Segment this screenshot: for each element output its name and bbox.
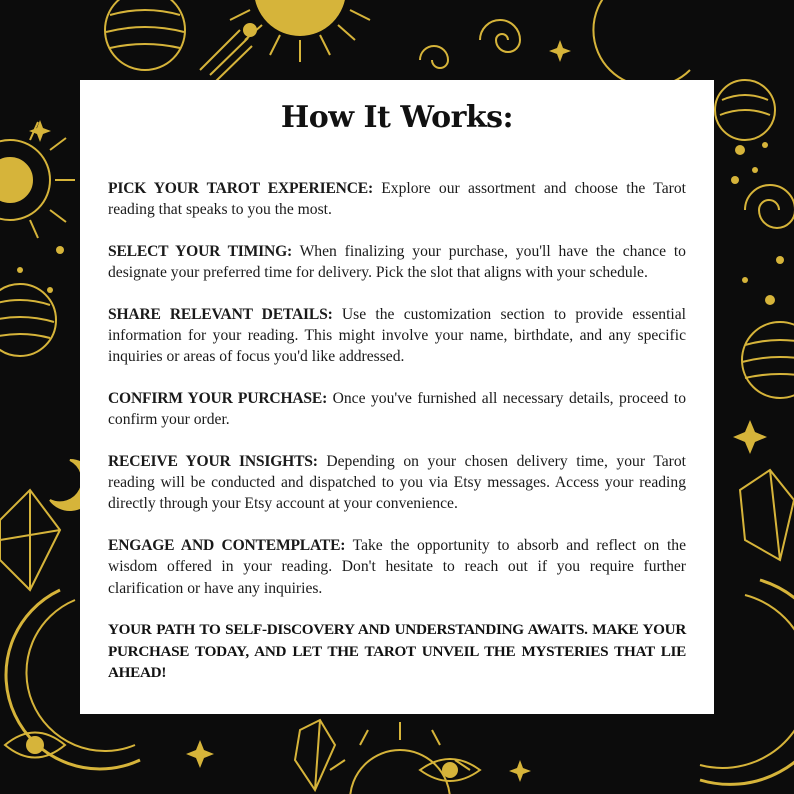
step-heading: RECEIVE YOUR INSIGHTS:: [108, 452, 318, 470]
step-share-details: [108, 304, 686, 368]
step-heading: SELECT YOUR TIMING:: [108, 242, 293, 260]
step-body: Take the opportunity to absorb and reflect on the wisdom offered in your reading. Don't hesitate to reach out if you require further clarification or have any inquiries.: [108, 536, 687, 597]
step-confirm-purchase: [108, 388, 686, 431]
page-title: How It Works:: [280, 100, 514, 135]
step-select-timing: [108, 241, 686, 284]
step-receive-insights: [108, 451, 686, 515]
comet-icon: [200, 24, 256, 82]
closing-statement: YOUR PATH TO SELF-DISCOVERY AND UNDERSTANDING AWAITS. MAKE YOUR PURCHASE TODAY, AND LET THE TAROT UNVEIL THE MYSTERIES THAT LIE AHEAD!: [108, 621, 686, 681]
step-engage-contemplate: [108, 535, 686, 599]
planet-icon: [742, 322, 794, 398]
step-body: Use the customization section to provide essential information for your reading. This might involve your name, birthdate, and any specific inquiries or areas of focus you'd like addressed.: [108, 305, 686, 366]
galaxy-icon: [745, 185, 794, 228]
how-it-works-card: [80, 80, 714, 714]
eye-icon: [5, 733, 65, 758]
step-heading: CONFIRM YOUR PURCHASE:: [108, 389, 328, 407]
crystal-icon: [295, 720, 335, 790]
step-pick-experience: [108, 178, 686, 221]
step-heading: ENGAGE AND CONTEMPLATE:: [108, 536, 346, 554]
step-body: Explore our assortment and choose the Tarot reading that speaks to you the most.: [108, 180, 686, 219]
crescent-moon-icon: [700, 580, 794, 784]
step-body: When finalizing your purchase, you'll have the chance to designate your preferred time for delivery. Pick the slot that aligns with your schedule.: [108, 242, 686, 282]
sun-icon: [0, 122, 75, 238]
step-heading: SHARE RELEVANT DETAILS:: [108, 305, 333, 323]
step-body: Depending on your chosen delivery time, your Tarot reading will be conducted and dispatched to you via Etsy messages. Access your reading directly through your Etsy account at your convenience.: [108, 452, 686, 513]
step-heading: PICK YOUR TAROT EXPERIENCE:: [108, 180, 373, 197]
planet-icon: [105, 0, 185, 70]
step-body: Once you've furnished all necessary details, proceed to confirm your order.: [108, 389, 687, 429]
planet-icon: [0, 284, 56, 356]
galaxy-icon: [420, 20, 520, 68]
crystal-icon: [0, 490, 60, 590]
crystal-icon: [740, 470, 794, 560]
steps-list: [108, 178, 686, 599]
eye-icon: [420, 759, 480, 781]
